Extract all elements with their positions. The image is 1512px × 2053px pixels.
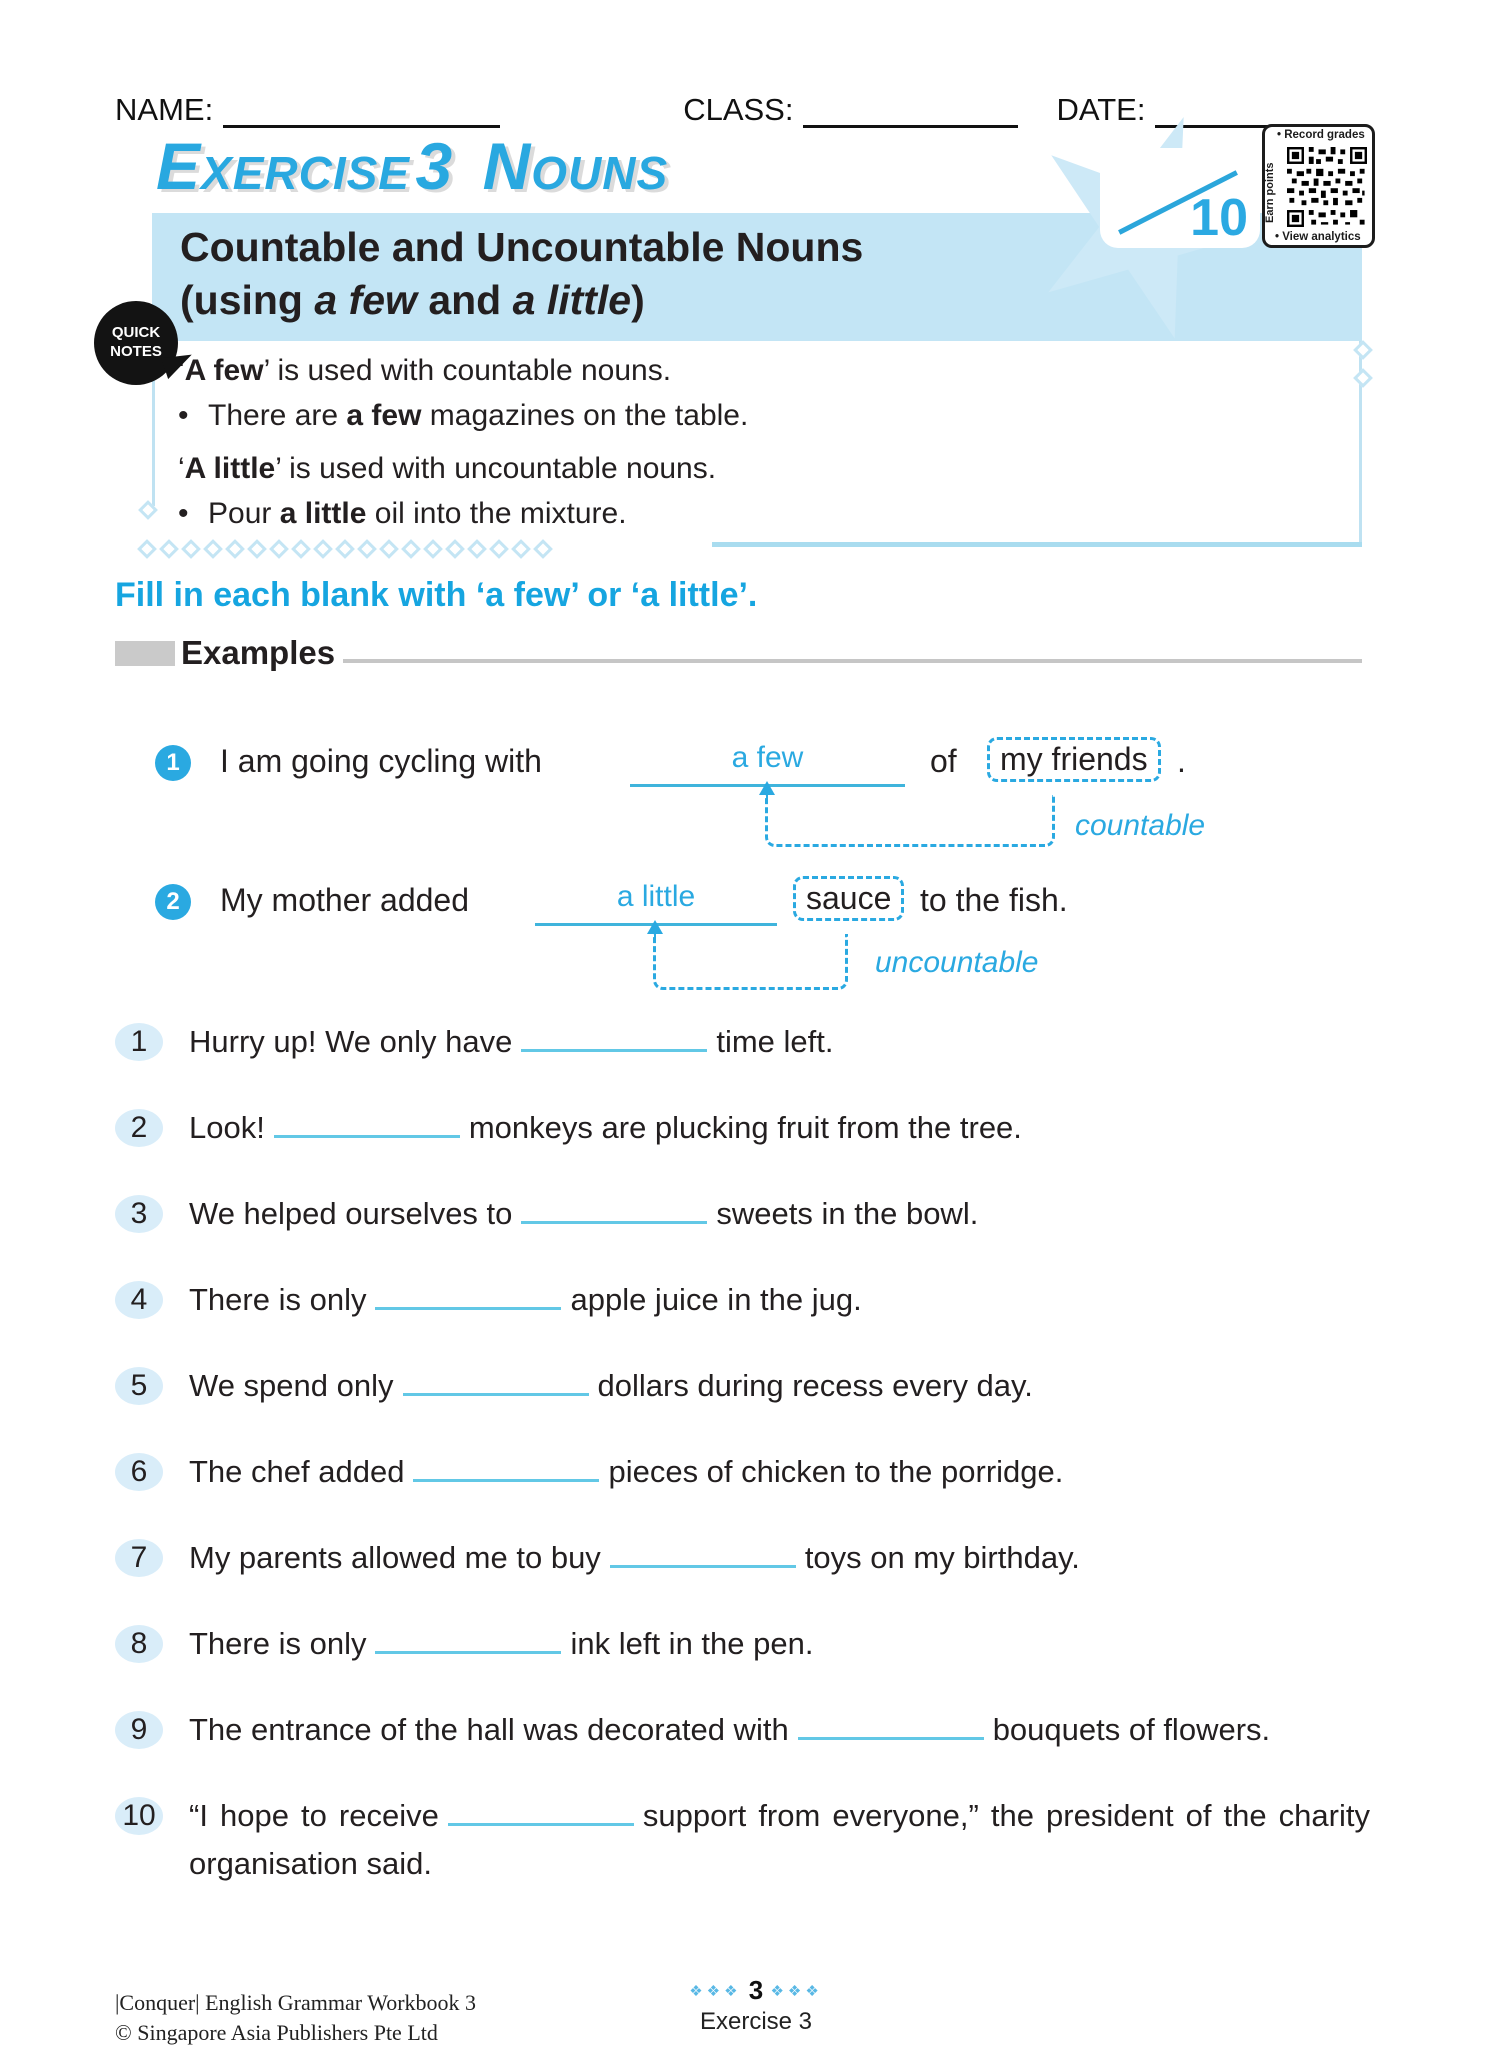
question-row-2 — [115, 1104, 1370, 1152]
instruction-text: Fill in each blank with ‘a few’ or ‘a little’. — [115, 576, 758, 614]
banner-line1: Countable and Uncountable Nouns — [180, 224, 864, 270]
example-noun-type-label: countable — [1075, 809, 1206, 842]
page-title — [156, 128, 668, 204]
notes-bottom-border — [712, 542, 1362, 547]
footer-page-info — [0, 1975, 1512, 2036]
notes-content — [178, 353, 748, 541]
question-text: My parents allowed me to buy toys on my birthday. — [189, 1534, 1370, 1582]
example-answer-blank: a few — [630, 741, 905, 787]
question-list — [115, 1018, 1370, 1926]
question-row-5 — [115, 1362, 1370, 1410]
quick-notes-box — [152, 341, 1362, 543]
footer-book-title: |Conquer| English Grammar Workbook 3 — [115, 1990, 477, 2015]
class-input-line[interactable] — [803, 94, 1018, 128]
title-exercise-rest: XERCISE — [201, 147, 410, 199]
example-text-mid: of — [930, 743, 957, 779]
question-number: 9 — [115, 1711, 163, 1749]
question-text: Hurry up! We only have time left. — [189, 1018, 1370, 1066]
example-loop-arrow — [653, 934, 848, 990]
examples-rule-line — [343, 659, 1362, 663]
title-topic-rest: OUNS — [531, 147, 669, 199]
question-text: Look! monkeys are plucking fruit from the tree. — [189, 1104, 1370, 1152]
name-input-line[interactable] — [223, 94, 500, 128]
arrow-up-icon — [759, 781, 775, 795]
question-text: “I hope to receive support from everyone,” the president of the charity organisation said. — [189, 1792, 1370, 1888]
date-input-line[interactable] — [1155, 94, 1365, 128]
score-total: 10 — [1190, 189, 1248, 247]
answer-blank[interactable] — [610, 1534, 796, 1568]
question-row-10 — [115, 1792, 1370, 1888]
score-badge — [1100, 148, 1260, 248]
question-number: 4 — [115, 1281, 163, 1319]
qr-code-icon — [1287, 147, 1367, 227]
example-text-pre: I am going cycling with — [220, 743, 542, 779]
example-loop-arrow — [765, 795, 1055, 847]
answer-blank[interactable] — [274, 1104, 460, 1138]
title-exercise-number: 3 — [415, 129, 454, 203]
example-number-badge: 1 — [155, 745, 191, 781]
diamond-chain-decoration — [140, 542, 550, 556]
answer-blank[interactable] — [413, 1448, 599, 1482]
example-noun-box: my friends — [987, 737, 1161, 782]
diamond-icon — [1353, 340, 1373, 360]
question-row-4 — [115, 1276, 1370, 1324]
worked-example-1 — [115, 705, 1385, 870]
answer-blank[interactable] — [521, 1190, 707, 1224]
question-text: We spend only dollars during recess every day. — [189, 1362, 1370, 1410]
arrow-up-icon — [647, 920, 663, 934]
example-answer-blank: a little — [535, 880, 777, 926]
qr-view-analytics-label: • View analytics — [1275, 231, 1361, 243]
example-noun-type-label: uncountable — [875, 946, 1039, 979]
header-fields — [115, 92, 1365, 128]
question-text: There is only ink left in the pen. — [189, 1620, 1370, 1668]
answer-blank[interactable] — [375, 1620, 561, 1654]
footer-exercise-label: Exercise 3 — [699, 2008, 813, 2035]
question-text: The entrance of the hall was decorated with bouquets of flowers. — [189, 1706, 1370, 1754]
note-rule-2: ‘A little’ is used with uncountable nouns. — [178, 452, 717, 485]
question-number: 5 — [115, 1367, 163, 1405]
qr-earn-points-label: Earn points — [1264, 162, 1276, 223]
quick-notes-line2: NOTES — [110, 343, 162, 360]
example-noun-box: sauce — [793, 876, 904, 921]
examples-header — [115, 634, 1362, 672]
answer-blank[interactable] — [375, 1276, 561, 1310]
question-text: We helped ourselves to sweets in the bowl. — [189, 1190, 1370, 1238]
diamond-icon — [1353, 368, 1373, 388]
answer-blank[interactable] — [798, 1706, 984, 1740]
name-label: NAME: — [115, 92, 214, 127]
footer-copyright: © Singapore Asia Publishers Pte Ltd — [115, 2020, 438, 2045]
title-topic-initial: N — [482, 129, 532, 203]
qr-record-grades-label: • Record grades — [1277, 129, 1365, 141]
note-rule-1: ‘A few’ is used with countable nouns. — [178, 354, 672, 387]
quick-notes-line1: QUICK — [111, 324, 161, 341]
question-number: 6 — [115, 1453, 163, 1491]
question-number: 8 — [115, 1625, 163, 1663]
qr-panel — [1262, 124, 1375, 248]
quick-notes-bubble — [94, 301, 178, 385]
answer-blank[interactable] — [521, 1018, 707, 1052]
examples-chip — [115, 641, 175, 666]
banner-line2: (using a few and a little) — [180, 277, 645, 323]
topic-banner-text — [180, 221, 863, 327]
question-row-3 — [115, 1190, 1370, 1238]
examples-title: Examples — [181, 634, 336, 671]
ornament-right-icon: ❖❖❖ — [770, 1983, 823, 2000]
date-label: DATE: — [1056, 92, 1146, 127]
question-row-9 — [115, 1706, 1370, 1754]
question-number: 1 — [115, 1023, 163, 1061]
question-row-1 — [115, 1018, 1370, 1066]
page-number-line — [0, 1975, 1512, 2006]
question-number: 10 — [115, 1797, 163, 1835]
question-row-8 — [115, 1620, 1370, 1668]
example-text-pre: My mother added — [220, 882, 470, 918]
ornament-left-icon: ❖❖❖ — [689, 1983, 742, 2000]
question-row-6 — [115, 1448, 1370, 1496]
class-label: CLASS: — [683, 92, 794, 127]
note-example-2: • Pour a little oil into the mixture. — [178, 497, 627, 530]
example-text-post: . — [1177, 743, 1186, 779]
question-number: 2 — [115, 1109, 163, 1147]
question-row-7 — [115, 1534, 1370, 1582]
example-text-post: to the fish. — [920, 882, 1068, 918]
example-number-badge: 2 — [155, 884, 191, 920]
question-number: 3 — [115, 1195, 163, 1233]
note-example-1: • There are a few magazines on the table. — [178, 399, 749, 432]
question-text: The chef added pieces of chicken to the porridge. — [189, 1448, 1370, 1496]
page-number: 3 — [748, 1975, 764, 2005]
title-exercise-initial: E — [156, 129, 202, 203]
answer-blank[interactable] — [448, 1792, 634, 1826]
question-number: 7 — [115, 1539, 163, 1577]
worked-example-2 — [115, 862, 1385, 1012]
answer-blank[interactable] — [403, 1362, 589, 1396]
question-text: There is only apple juice in the jug. — [189, 1276, 1370, 1324]
